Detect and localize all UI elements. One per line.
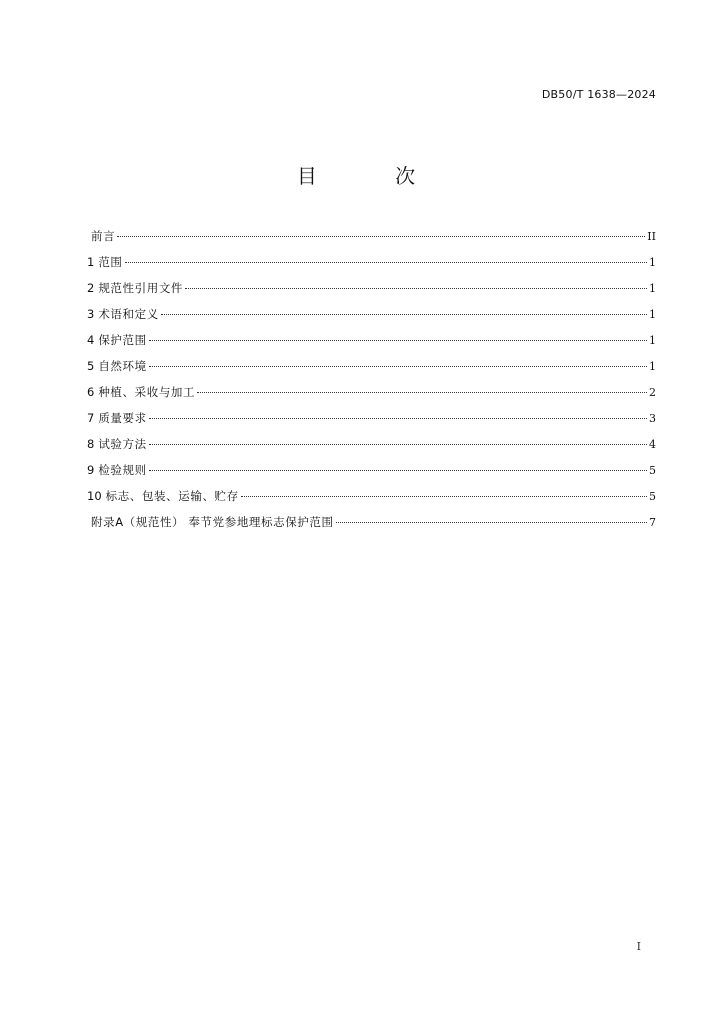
dot-leader bbox=[117, 236, 645, 237]
toc-entry-label: 附录A（规范性） 奉节党参地理标志保护范围 bbox=[91, 515, 334, 529]
toc-entry-page: 4 bbox=[649, 438, 656, 451]
toc-entry-number: 7 bbox=[87, 411, 95, 425]
dot-leader bbox=[149, 366, 647, 367]
toc-entry-page: 1 bbox=[649, 360, 656, 373]
toc-entry-label: 检验规则 bbox=[98, 463, 147, 477]
toc-entry-terms-definitions[interactable] bbox=[87, 306, 656, 332]
toc-entry-page: 5 bbox=[649, 490, 656, 503]
toc-entry-number: 2 bbox=[87, 281, 95, 295]
toc-entry-label: 质量要求 bbox=[98, 411, 147, 425]
toc-entry-label: 种植、采收与加工 bbox=[98, 385, 196, 399]
toc-entry-page: 1 bbox=[649, 308, 656, 321]
dot-leader bbox=[161, 314, 647, 315]
toc-entry-page: 1 bbox=[649, 334, 656, 347]
toc-entry-number: 1 bbox=[87, 255, 95, 269]
toc-entry-page: 7 bbox=[649, 516, 656, 529]
dot-leader bbox=[149, 418, 647, 419]
page-number: I bbox=[636, 940, 641, 953]
toc-entry-natural-environment[interactable] bbox=[87, 358, 656, 384]
toc-entry-label: 试验方法 bbox=[98, 437, 147, 451]
toc-entry-page: 2 bbox=[649, 386, 656, 399]
toc-entry-label: 前言 bbox=[91, 229, 116, 243]
toc-entry-page: 5 bbox=[649, 464, 656, 477]
toc-entry-label: 标志、包装、运输、贮存 bbox=[105, 489, 239, 503]
dot-leader bbox=[149, 470, 647, 471]
toc-entry-page: 1 bbox=[649, 256, 656, 269]
toc-entry-label: 保护范围 bbox=[98, 333, 147, 347]
dot-leader bbox=[125, 262, 647, 263]
toc-entry-appendix-a[interactable] bbox=[87, 514, 656, 540]
toc-entry-number: 6 bbox=[87, 385, 95, 399]
dot-leader bbox=[149, 444, 647, 445]
toc-entry-foreword[interactable] bbox=[87, 228, 656, 254]
toc-entry-label: 规范性引用文件 bbox=[98, 281, 184, 295]
toc-entry-number: 10 bbox=[87, 489, 102, 503]
toc-entry-page: 1 bbox=[649, 282, 656, 295]
toc-entry-label: 范围 bbox=[98, 255, 123, 269]
toc-entry-page: II bbox=[647, 230, 656, 243]
toc-entry-test-methods[interactable] bbox=[87, 436, 656, 462]
toc-entry-scope[interactable] bbox=[87, 254, 656, 280]
dot-leader bbox=[241, 496, 647, 497]
dot-leader bbox=[185, 288, 647, 289]
toc-entry-number: 3 bbox=[87, 307, 95, 321]
toc-entry-marking-packaging[interactable] bbox=[87, 488, 656, 514]
toc-entry-planting-harvesting[interactable] bbox=[87, 384, 656, 410]
toc-entry-number: 8 bbox=[87, 437, 95, 451]
toc-entry-quality-requirements[interactable] bbox=[87, 410, 656, 436]
toc-entry-label: 术语和定义 bbox=[98, 307, 159, 321]
toc-entry-page: 3 bbox=[649, 412, 656, 425]
dot-leader bbox=[149, 340, 647, 341]
toc-title: 目 次 bbox=[296, 164, 452, 188]
toc-entry-number: 4 bbox=[87, 333, 95, 347]
dot-leader bbox=[336, 522, 647, 523]
table-of-contents bbox=[87, 228, 656, 540]
toc-entry-number: 5 bbox=[87, 359, 95, 373]
toc-entry-number: 9 bbox=[87, 463, 95, 477]
dot-leader bbox=[197, 392, 647, 393]
toc-entry-inspection-rules[interactable] bbox=[87, 462, 656, 488]
toc-entry-protection-scope[interactable] bbox=[87, 332, 656, 358]
toc-entry-label: 自然环境 bbox=[98, 359, 147, 373]
document-code: DB50/T 1638—2024 bbox=[541, 88, 656, 101]
toc-entry-normative-references[interactable] bbox=[87, 280, 656, 306]
